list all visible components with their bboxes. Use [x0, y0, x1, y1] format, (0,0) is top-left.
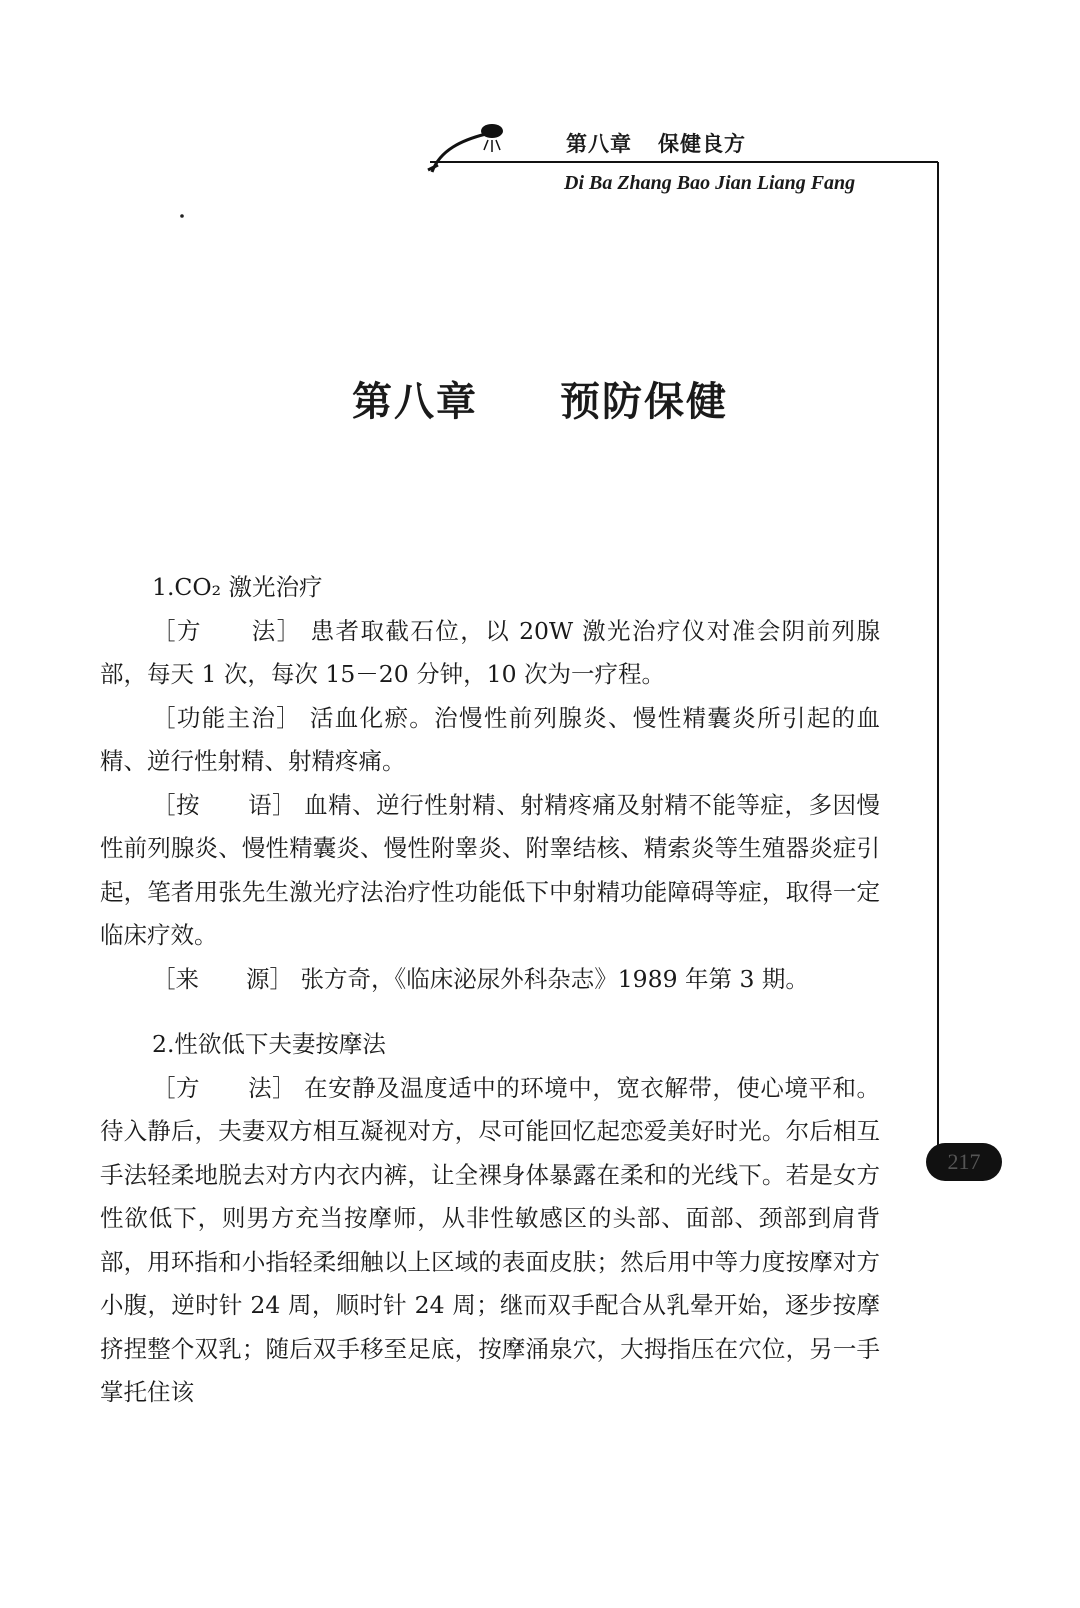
chapter-title	[0, 370, 1080, 427]
header-chapter: 第八章	[566, 132, 632, 156]
entry-text: 张方奇，《临床泌尿外科杂志》1989 年第 3 期。	[300, 964, 809, 993]
entry-indication	[100, 697, 880, 784]
entry-text: 在安静及温度适中的环境中，宽衣解带，使心境平和。待入静后，夫妻双方相互凝视对方，尽可能回忆起恋爱美好时光。尔后相互手法轻柔地脱去对方内衣内裤，让全裸身体暴露在柔和的光线下。若是女方性欲低下，则男方充当按摩师，从非性敏感区的头部、面部、颈部到肩背部，用环指和小指轻柔细触以上区域的表面皮肤；然后用中等力度按摩对方小腹，逆时针 24 周，顺时针 24 周；继而双手配合从乳晕开始，逐步按摩挤捏整个双乳；随后双手移至足底，按摩涌泉穴，大拇指压在穴位，另一手掌托住该	[100, 1073, 881, 1406]
entry-text: 患者取截石位，以 20W 激光治疗仪对准会阴前列腺部，每天 1 次，每次 15－20 分钟，10 次为一疗程。	[100, 616, 880, 688]
section-heading: 2.性欲低下夫妻按摩法	[152, 1030, 386, 1058]
chapter-number: 第八章	[352, 379, 478, 425]
section-2	[100, 1023, 880, 1415]
page-body	[100, 566, 880, 1415]
lamp-icon	[428, 124, 503, 172]
entry-tag: ［功能主治］	[152, 703, 302, 732]
running-header-pinyin: Di Ba Zhang Bao Jian Liang Fang	[564, 172, 856, 194]
entry-note	[100, 784, 880, 958]
entry-method	[100, 1067, 880, 1415]
running-header-cn	[566, 128, 746, 158]
section-1	[100, 566, 880, 1001]
entry-source	[100, 958, 880, 1002]
section-heading: 1.CO₂ 激光治疗	[152, 573, 323, 601]
chapter-name: 预防保健	[560, 379, 728, 425]
entry-tag: ［来 源］	[152, 964, 293, 993]
entry-text: 活血化瘀。治慢性前列腺炎、慢性精囊炎所引起的血精、逆行性射精、射精疼痛。	[100, 703, 881, 775]
entry-text: 血精、逆行性射精、射精疼痛及射精不能等症，多因慢性前列腺炎、慢性精囊炎、慢性附睾炎、附睾结核、精索炎等生殖器炎症引起，笔者用张先生激光疗法治疗性功能低下中射精功能障碍等症，取得一定临床疗效。	[100, 790, 881, 949]
header-title: 保健良方	[658, 132, 746, 156]
page-number-tab: 217	[926, 1143, 1002, 1181]
entry-method	[100, 610, 880, 697]
entry-tag: ［方 法］	[152, 1073, 297, 1102]
entry-tag: ［方 法］	[152, 616, 302, 645]
entry-tag: ［按 语］	[152, 790, 297, 819]
